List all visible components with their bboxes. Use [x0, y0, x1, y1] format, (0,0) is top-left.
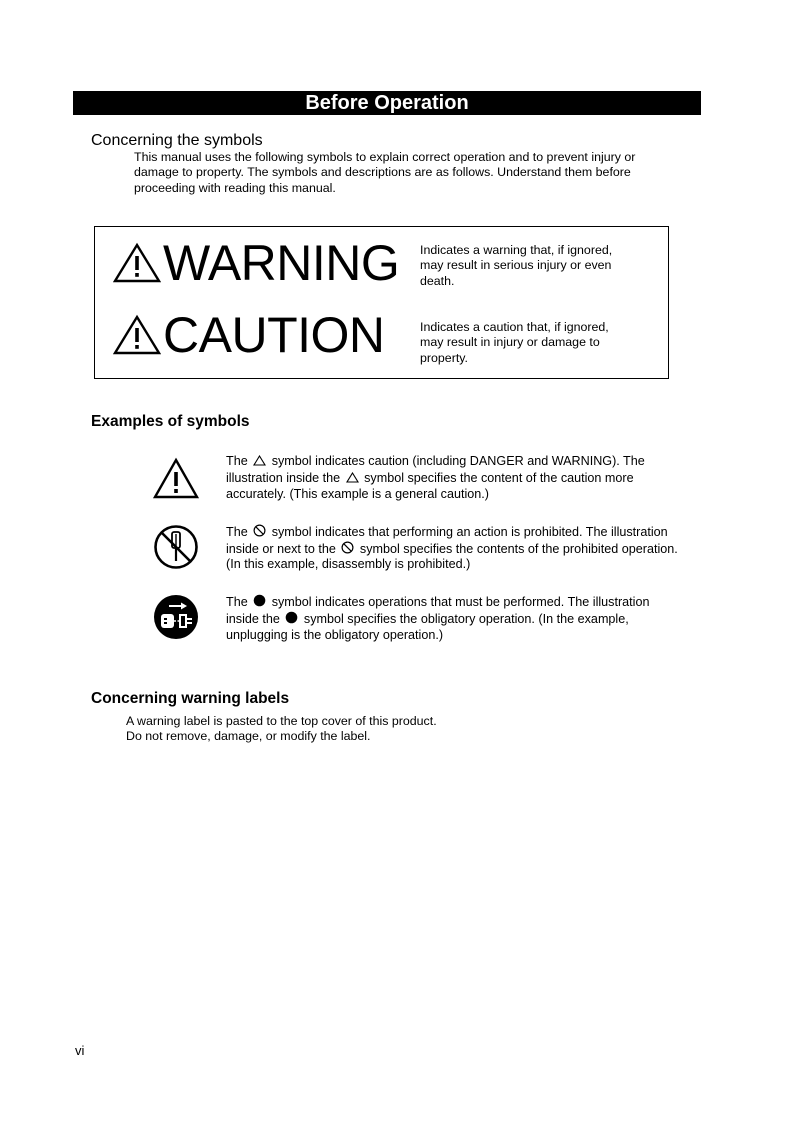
example-line: The symbol indicates that performing an action is prohibited. The illustration — [226, 525, 668, 539]
example-line: unplugging is the obligatory operation.) — [226, 628, 444, 642]
triangle-outline-icon — [346, 472, 359, 483]
warning-word: WARNING — [163, 235, 400, 291]
caution-word: CAUTION — [163, 307, 385, 363]
example-line: inside the symbol specifies the obligatory operation. (In the example, — [226, 611, 629, 626]
warning-desc-line: Indicates a warning that, if ignored, — [420, 243, 613, 257]
prohibition-circle-icon — [253, 524, 266, 537]
example-line: (In this example, disassembly is prohibited.) — [226, 557, 471, 572]
warning-triangle-icon — [113, 242, 161, 284]
example-line: The symbol indicates operations that must be performed. The illustration — [226, 595, 650, 609]
symbols-heading: Concerning the symbols — [91, 132, 263, 149]
filled-circle-icon — [285, 611, 298, 624]
disassembly-prohibited-icon — [152, 523, 200, 571]
prohibition-circle-icon — [341, 541, 354, 554]
example-obligatory-text — [226, 594, 699, 644]
warning-desc-line: death. — [420, 273, 455, 288]
example-caution-text — [226, 453, 699, 503]
warning-desc-line: may result in serious injury or even — [420, 258, 612, 273]
example-line: The symbol indicates caution (including DANGER and WARNING). The — [226, 454, 645, 468]
labels-text — [126, 714, 626, 745]
unplug-obligatory-icon — [152, 593, 200, 641]
warning-description — [420, 243, 642, 289]
intro-line: proceeding with reading this manual. — [134, 180, 336, 195]
page-number: vi — [75, 1043, 85, 1058]
examples-heading: Examples of symbols — [91, 413, 250, 430]
page-title: Before Operation — [73, 91, 701, 115]
signal-words-box — [94, 226, 669, 379]
filled-circle-icon — [253, 594, 266, 607]
intro-line: This manual uses the following symbols to explain correct operation and to prevent injury or — [134, 150, 636, 164]
example-prohibited-text — [226, 524, 699, 573]
caution-desc-line: Indicates a caution that, if ignored, — [420, 320, 609, 334]
symbols-intro — [134, 150, 699, 196]
caution-desc-line: property. — [420, 350, 468, 365]
caution-desc-line: may result in injury or damage to — [420, 335, 600, 350]
warning-triangle-icon — [113, 314, 161, 356]
labels-heading: Concerning warning labels — [91, 690, 290, 707]
labels-line: A warning label is pasted to the top cover of this product. — [126, 714, 437, 728]
intro-line: damage to property. The symbols and descriptions are as follows. Understand them before — [134, 165, 631, 180]
caution-signal — [113, 309, 385, 361]
caution-description — [420, 320, 642, 366]
example-line: accurately. (This example is a general caution.) — [226, 487, 489, 501]
example-line: illustration inside the symbol specifies the content of the caution more — [226, 470, 634, 485]
warning-signal — [113, 237, 399, 289]
general-caution-icon — [152, 457, 200, 505]
example-line: inside or next to the symbol specifies the contents of the prohibited operation. — [226, 541, 678, 556]
triangle-outline-icon — [253, 455, 266, 466]
labels-line: Do not remove, damage, or modify the label. — [126, 729, 371, 744]
